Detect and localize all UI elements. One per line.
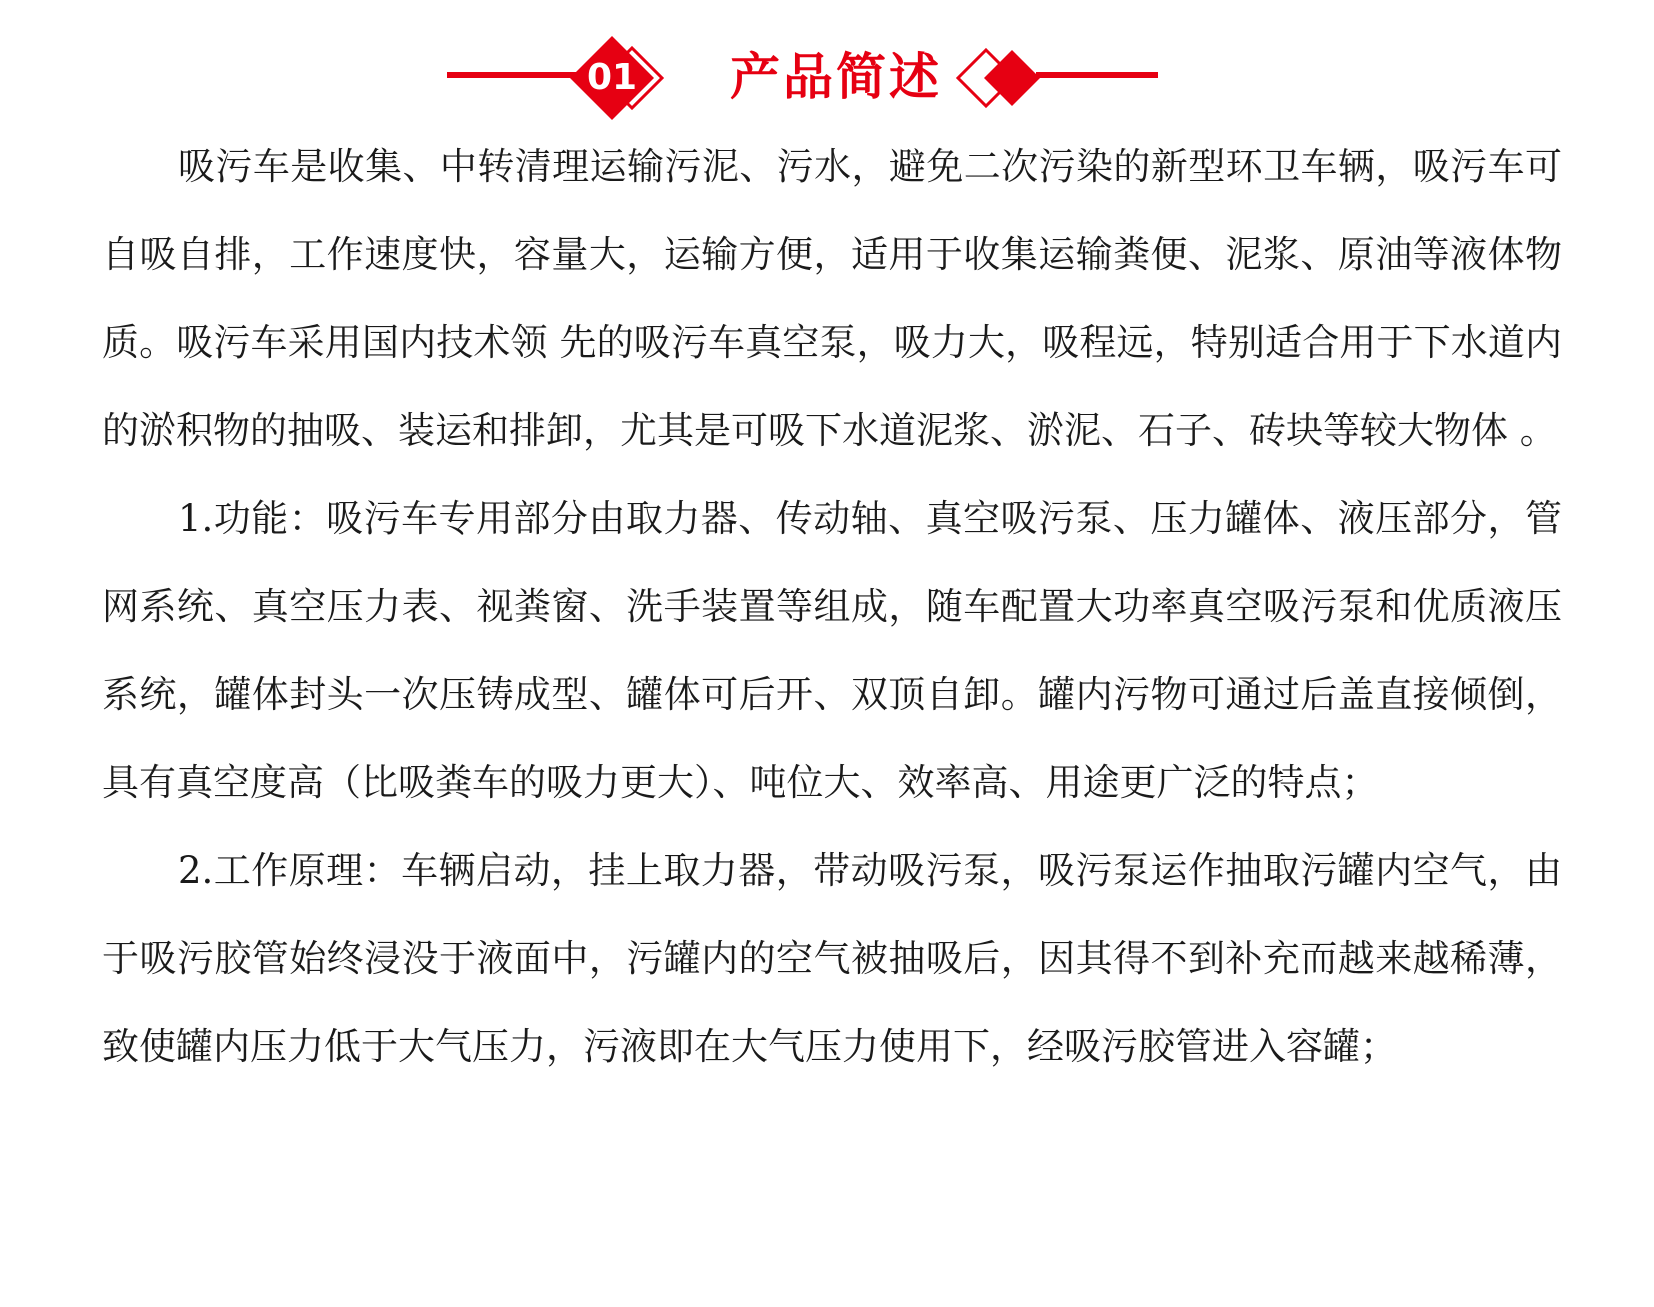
section-number: 01 [586, 57, 638, 98]
header-left-line [447, 72, 577, 78]
paragraph-working-principle: 2.工作原理：车辆启动，挂上取力器，带动吸污泵，吸污泵运作抽取污罐内空气，由于吸污胶管始终浸没于液面中，污罐内的空气被抽吸后，因其得不到补充而越来越稀薄，致使罐内压力低于大气压力，污液即在大气压力使用下，经吸污胶管进入容罐； [102, 849, 1562, 1068]
header-right-line [1036, 72, 1158, 78]
section-header [0, 0, 1654, 140]
section-title: 产品简述 [730, 48, 942, 106]
paragraph-intro: 吸污车是收集、中转清理运输污泥、污水，避免二次污染的新型环卫车辆，吸污车可自吸自排，工作速度快，容量大，运输方便，适用于收集运输粪便、泥浆、原油等液体物质。吸污车采用国内技术领 先的吸污车真空泵，吸力大，吸程远，特别适合用于下水道内的淤积物的抽吸、装运和排卸，尤其是可吸下水道泥浆、淤泥、石子、砖块等较大物体 。 [102, 145, 1562, 452]
document-body [102, 123, 1562, 1091]
paragraph-function: 1.功能：吸污车专用部分由取力器、传动轴、真空吸污泵、压力罐体、液压部分，管网系统、真空压力表、视粪窗、洗手装置等组成，随车配置大功率真空吸污泵和优质液压系统，罐体封头一次压铸成型、罐体可后开、双顶自卸。罐内污物可通过后盖直接倾倒，具有真空度高（比吸粪车的吸力更大）、吨位大、效率高、用途更广泛的特点； [102, 497, 1562, 804]
